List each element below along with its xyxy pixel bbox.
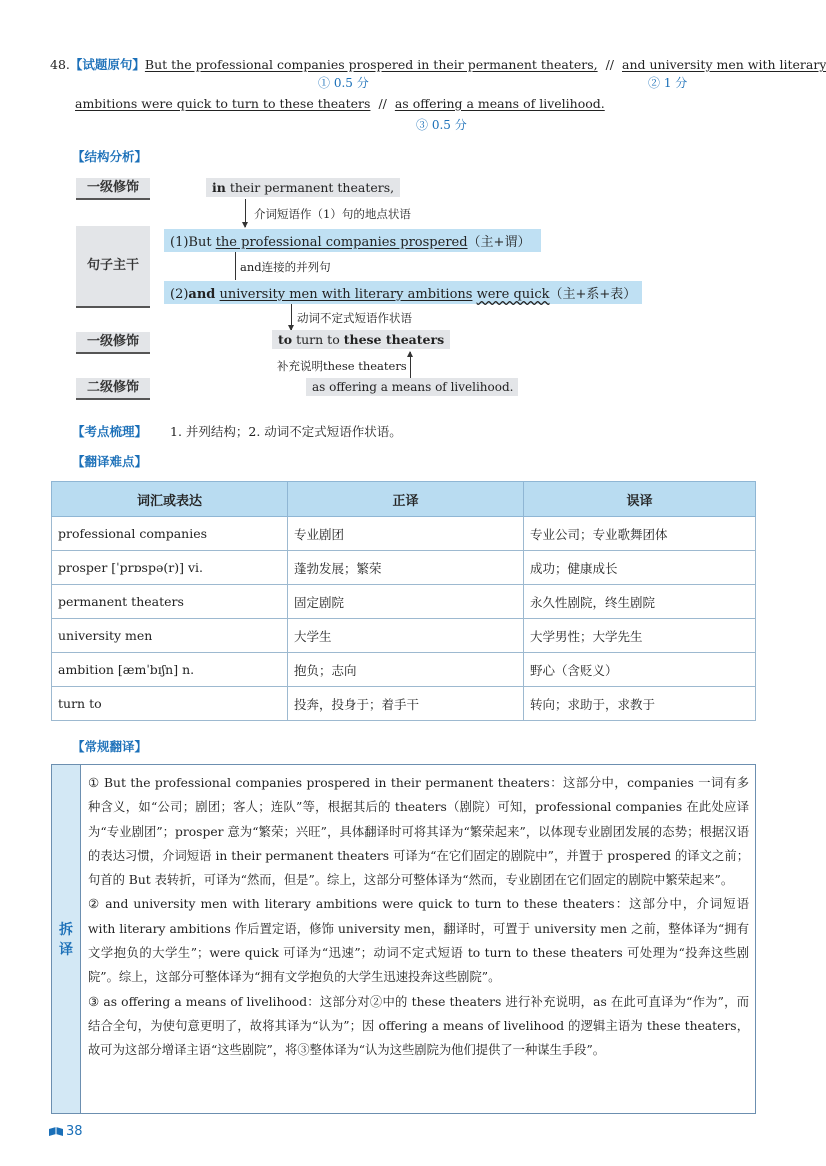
page-footer [48,1124,83,1139]
clause-1 [164,229,541,252]
question-part-2: and university men with literary [622,57,826,72]
cell-correct: 抱负；志向 [288,653,524,687]
cell-wrong: 野心（含贬义） [524,653,756,687]
separator-1: // [605,57,615,72]
question-line-2 [75,96,605,111]
to-word: to [278,332,293,347]
header-correct: 正译 [288,482,524,517]
label-main-clause: 句子主干 [76,226,150,308]
clause-2 [164,281,642,304]
cell-wrong: 大学男性；大学先生 [524,619,756,653]
terms-table [51,481,756,721]
page-number: 38 [66,1124,83,1139]
cell-wrong: 专业公司；专业歌舞团体 [524,517,756,551]
side-char-1: 拆 [59,922,73,938]
table-row [52,653,756,687]
arrow-down-to [291,304,292,330]
table-row [52,517,756,551]
in-word: in [212,180,226,195]
table-row [52,551,756,585]
points-heading: 【考点梳理】 [72,424,148,439]
mark-3: ③ 0.5 分 [416,118,467,132]
label-level1-mod: 一级修饰 [76,178,150,200]
mark-2: ② 1 分 [648,76,688,90]
cell-wrong: 转向；求助于，求教于 [524,687,756,721]
cell-expression: prosper [ˈprɒspə(r)] vi. [52,551,288,585]
label-level1-mod-2: 一级修饰 [76,332,150,354]
label-level2-mod: 二级修饰 [76,378,150,400]
cell-correct: 大学生 [288,619,524,653]
translation-heading: 【常规翻译】 [72,739,148,754]
side-char-2: 译 [59,942,73,958]
translation-paragraph-1: ① But the professional companies prospered in their permanent theaters：这部分中，companies 一词有多种含义，如“公司；剧团；客人；连队”等，根据其后的 theaters（剧院）可知，professional companies 在此处应译为“专业剧团”；prosper 意为“繁荣；兴旺”，具体翻译时可将其译为“繁荣起来”，以体现专业剧团发展的态势；根据汉语的表达习惯，介词短语 in their permanent theaters 可译为“在它们固定的剧院中”，并置于 prospered 的译文之前；句首的 But 表转折，可译为“然而，但是”。综上，这部分可整体译为“然而，专业剧团在它们固定的剧院中繁荣起来”。 [88,776,749,888]
header-expression: 词汇或表达 [52,482,288,517]
question-number: 48. [50,57,70,72]
clause-1-core: the professional companies prospered [215,235,468,250]
cell-correct: 蓬勃发展；繁荣 [288,551,524,585]
question-part-3: as offering a means of livelihood. [394,96,605,111]
in-phrase-rest: their permanent theaters, [225,180,395,195]
cell-correct: 投奔，投身于；着手干 [288,687,524,721]
note-infinitive: 动词不定式短语作状语 [297,311,412,325]
table-row [52,585,756,619]
translation-paragraph-2: ② and university men with literary ambitions were quick to turn to these theaters：这部分中，介词短语 with literary ambitions 作后置定语，修饰 university men，翻译时，可置于 university men 之前，整体译为“拥有文学抱负的大学生”；were quick 可译为“迅速”；动词不定式短语 to turn to these theaters 可处理为“投奔这些剧院”。综上，这部分可整体译为“拥有文学抱负的大学生迅速投奔这些剧院”。 [88,897,749,985]
cell-expression: ambition [æmˈbɪʃn] n. [52,653,288,687]
question-part-1: But the professional companies prospered in their permanent theaters, [144,57,598,72]
modifier-in-phrase [206,178,400,197]
cell-correct: 专业剧团 [288,517,524,551]
cell-wrong: 成功；健康成长 [524,551,756,585]
question-tag: 【试题原句】 [69,57,145,72]
note-supplement: 补充说明these theaters [277,359,407,373]
cell-expression: professional companies [52,517,288,551]
clause-2-tag: （主+系+表） [549,287,637,302]
cell-expression: university men [52,619,288,653]
translation-box [51,764,756,1114]
to-these-theaters: these theaters [343,332,445,347]
to-phrase [272,330,450,349]
note-and: and连接的并列句 [240,260,331,274]
question-part-2b: ambitions were quick to turn to these theaters [75,96,371,111]
arrow-down-in [245,199,246,227]
clause-2-and: and [188,287,216,302]
table-row [52,687,756,721]
translation-side-label [52,765,81,1113]
offering-phrase: as offering a means of livelihood. [306,378,518,396]
book-icon [48,1126,64,1138]
separator-2: // [378,96,387,111]
clause-2-subject: university men with literary ambitions [219,287,473,302]
clause-1-tag: （主+谓） [467,235,531,250]
table-row [52,619,756,653]
connector-line-and [235,252,236,280]
translation-text [88,771,749,1063]
to-mid: turn to [292,332,344,347]
mark-1: ① 0.5 分 [318,76,369,90]
cell-wrong: 永久性剧院，终生剧院 [524,585,756,619]
arrow-up-offering [410,352,411,378]
table-header-row [52,482,756,517]
cell-correct: 固定剧院 [288,585,524,619]
points-text: 1. 并列结构；2. 动词不定式短语作状语。 [170,424,402,439]
cell-expression: permanent theaters [52,585,288,619]
clause-1-prefix: (1)But [170,235,216,250]
note-in-phrase: 介词短语作（1）句的地点状语 [254,207,411,221]
header-wrong: 误译 [524,482,756,517]
difficulty-heading: 【翻译难点】 [72,454,148,469]
cell-expression: turn to [52,687,288,721]
translation-paragraph-3: ③ as offering a means of livelihood：这部分对②中的 these theaters 进行补充说明，as 在此可直译为“作为”，而结合全句，为使句意更明了，故将其译为“认为”；因 offering a means of livelihood 的逻辑主语为 these theaters，故可为这部分增译主语“这些剧院”，将③整体译为“认为这些剧院为他们提供了一种谋生手段”。 [88,994,749,1058]
question-line-1 [50,55,826,73]
clause-2-prefix: (2) [170,287,189,302]
clause-2-verb: were quick [476,287,550,302]
structure-heading: 【结构分析】 [72,149,148,164]
